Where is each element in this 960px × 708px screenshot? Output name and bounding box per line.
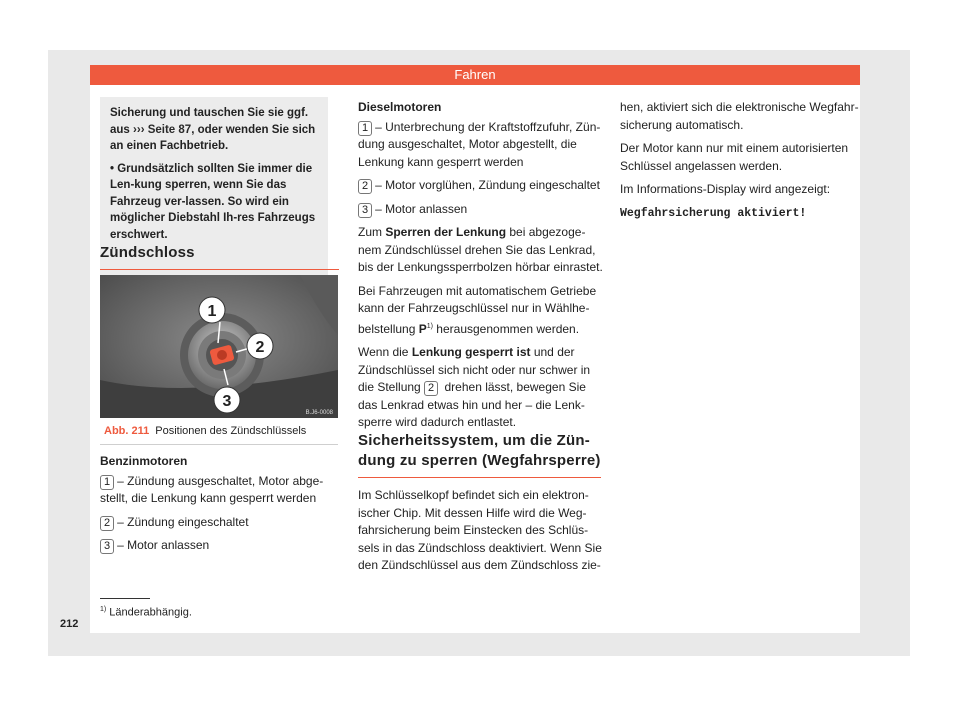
paragraph-locked-steering	[358, 344, 603, 432]
position-number: 2	[100, 516, 114, 531]
text: herausgenommen werden.	[432, 321, 580, 336]
heading-line: Sicherheitssystem, um die Zün-	[358, 432, 590, 449]
callout-3	[214, 387, 240, 413]
paragraph-steering-lock	[358, 224, 603, 277]
paragraph: Im Schlüsselkopf befindet sich ein elektron-ischer Chip. Mit dessen Hilfe wird die Weg-fahrsicherung beim Einstecken des Schlüs-sels in das Zündschloss deaktiviert. Wenn Sie den Zündschlüssel aus dem Zündschloss zie-	[358, 488, 602, 572]
benzin-section	[100, 453, 340, 561]
position-number: 3	[358, 203, 372, 218]
footnote-divider	[100, 598, 150, 599]
list-item-text: – Motor anlassen	[375, 201, 468, 216]
callout-label: 2	[255, 339, 265, 356]
heading-line: dung zu sperren (Wegfahrsperre)	[358, 452, 601, 469]
figure-caption	[100, 419, 338, 445]
list-item	[358, 177, 603, 195]
ignition-figure	[100, 275, 338, 418]
callout-label: 3	[222, 393, 232, 410]
position-number: 3	[100, 539, 114, 554]
paragraph: hen, aktiviert sich die elektronische Wegfahr-sicherung automatisch.	[620, 100, 859, 132]
bold-text: Sperren der Lenkung	[385, 225, 507, 239]
note-bullet: • Grundsätzlich sollten Sie immer die Len-kung sperren, wenn Sie das Fahrzeug ver-lassen. So wird ein möglicher Diebstahl Ih-res Fahrzeugs erschwert.	[110, 162, 316, 241]
list-item	[100, 514, 340, 532]
callout-1	[199, 297, 225, 323]
paragraph: Im Informations-Display wird angezeigt:	[620, 182, 831, 196]
section-heading-immobilizer	[358, 431, 601, 478]
footnote-text: Länderabhängig.	[109, 606, 192, 619]
diesel-section	[358, 99, 603, 438]
position-number: 1	[358, 121, 372, 136]
diesel-heading: Dieselmotoren	[358, 100, 442, 114]
callout-label: 1	[207, 303, 217, 320]
note-text: , oder wenden Sie sich an einen Fachbetrieb.	[110, 123, 316, 152]
position-number: 2	[358, 179, 372, 194]
bold-text: Lenkung gesperrt ist	[411, 345, 531, 359]
list-item-text: – Zündung eingeschaltet	[117, 514, 249, 529]
bold-text: P	[418, 321, 427, 336]
text: bei abgezoge-nem Zündschlüssel drehen Sie das Lenkrad, bis der Lenkungssperrbolzen hörbar einrastet.	[358, 225, 603, 274]
benzin-heading: Benzinmotoren	[100, 454, 188, 468]
note-paragraph	[110, 105, 318, 155]
paragraph: Der Motor kann nur mit einem autorisierten Schlüssel angelassen werden.	[620, 141, 849, 173]
position-number: 1	[100, 475, 114, 490]
footnote-mark: 1)	[100, 606, 107, 613]
text: Zum	[358, 225, 386, 239]
text: und der Zündschlüssel sich nicht oder nur schwer in die Stellung	[358, 345, 591, 394]
position-number: 2	[424, 381, 438, 396]
display-message: Wegfahrsicherung aktiviert!	[620, 206, 807, 220]
column-3	[620, 99, 860, 228]
text: Bei Fahrzeugen mit automatischem Getriebe kann der Fahrzeugschlüssel nur in Wählhe-belstellung	[358, 283, 597, 336]
page-link[interactable]: ››› Seite 87	[133, 123, 192, 136]
paragraph-automatic	[358, 283, 603, 339]
figure-code: B.J6-0008	[305, 410, 333, 416]
footnote-ref: 1)	[426, 322, 433, 330]
manual-page	[60, 65, 860, 633]
list-item	[358, 119, 603, 172]
callout-2	[247, 333, 273, 359]
chapter-header: Fahren	[90, 65, 860, 85]
list-item-text: – Motor anlassen	[117, 538, 210, 552]
figure-caption-text: Positionen des Zündschlüssels	[155, 425, 307, 437]
list-item	[358, 201, 603, 219]
list-item-text: – Zündung ausgeschaltet, Motor abge-stellt, die Lenkung kann gesperrt werden	[100, 473, 324, 505]
list-item-text: – Unterbrechung der Kraftstoffzufuhr, Zün-dung ausgeschaltet, Motor abgestellt, die Lenkung kann gesperrt werden	[358, 119, 601, 169]
note-text: Sicherung und tauschen Sie sie ggf. aus	[110, 107, 309, 136]
figure-label: Abb. 211	[104, 425, 150, 437]
immobilizer-body	[358, 487, 603, 581]
list-item	[100, 473, 340, 508]
text: Wenn die	[358, 345, 412, 359]
text: drehen lässt, bewegen Sie das Lenkrad etwas hin und her – die Lenk-sperre wird dadurch entlastet.	[358, 380, 586, 429]
list-item-text: – Motor vorglühen, Zündung eingeschaltet	[375, 178, 600, 192]
section-heading-zuendschloss: Zündschloss	[100, 243, 339, 270]
list-item	[100, 537, 340, 555]
footnote	[100, 606, 192, 619]
ignition-lock-illustration	[100, 275, 338, 418]
page-number: 212	[60, 618, 79, 630]
